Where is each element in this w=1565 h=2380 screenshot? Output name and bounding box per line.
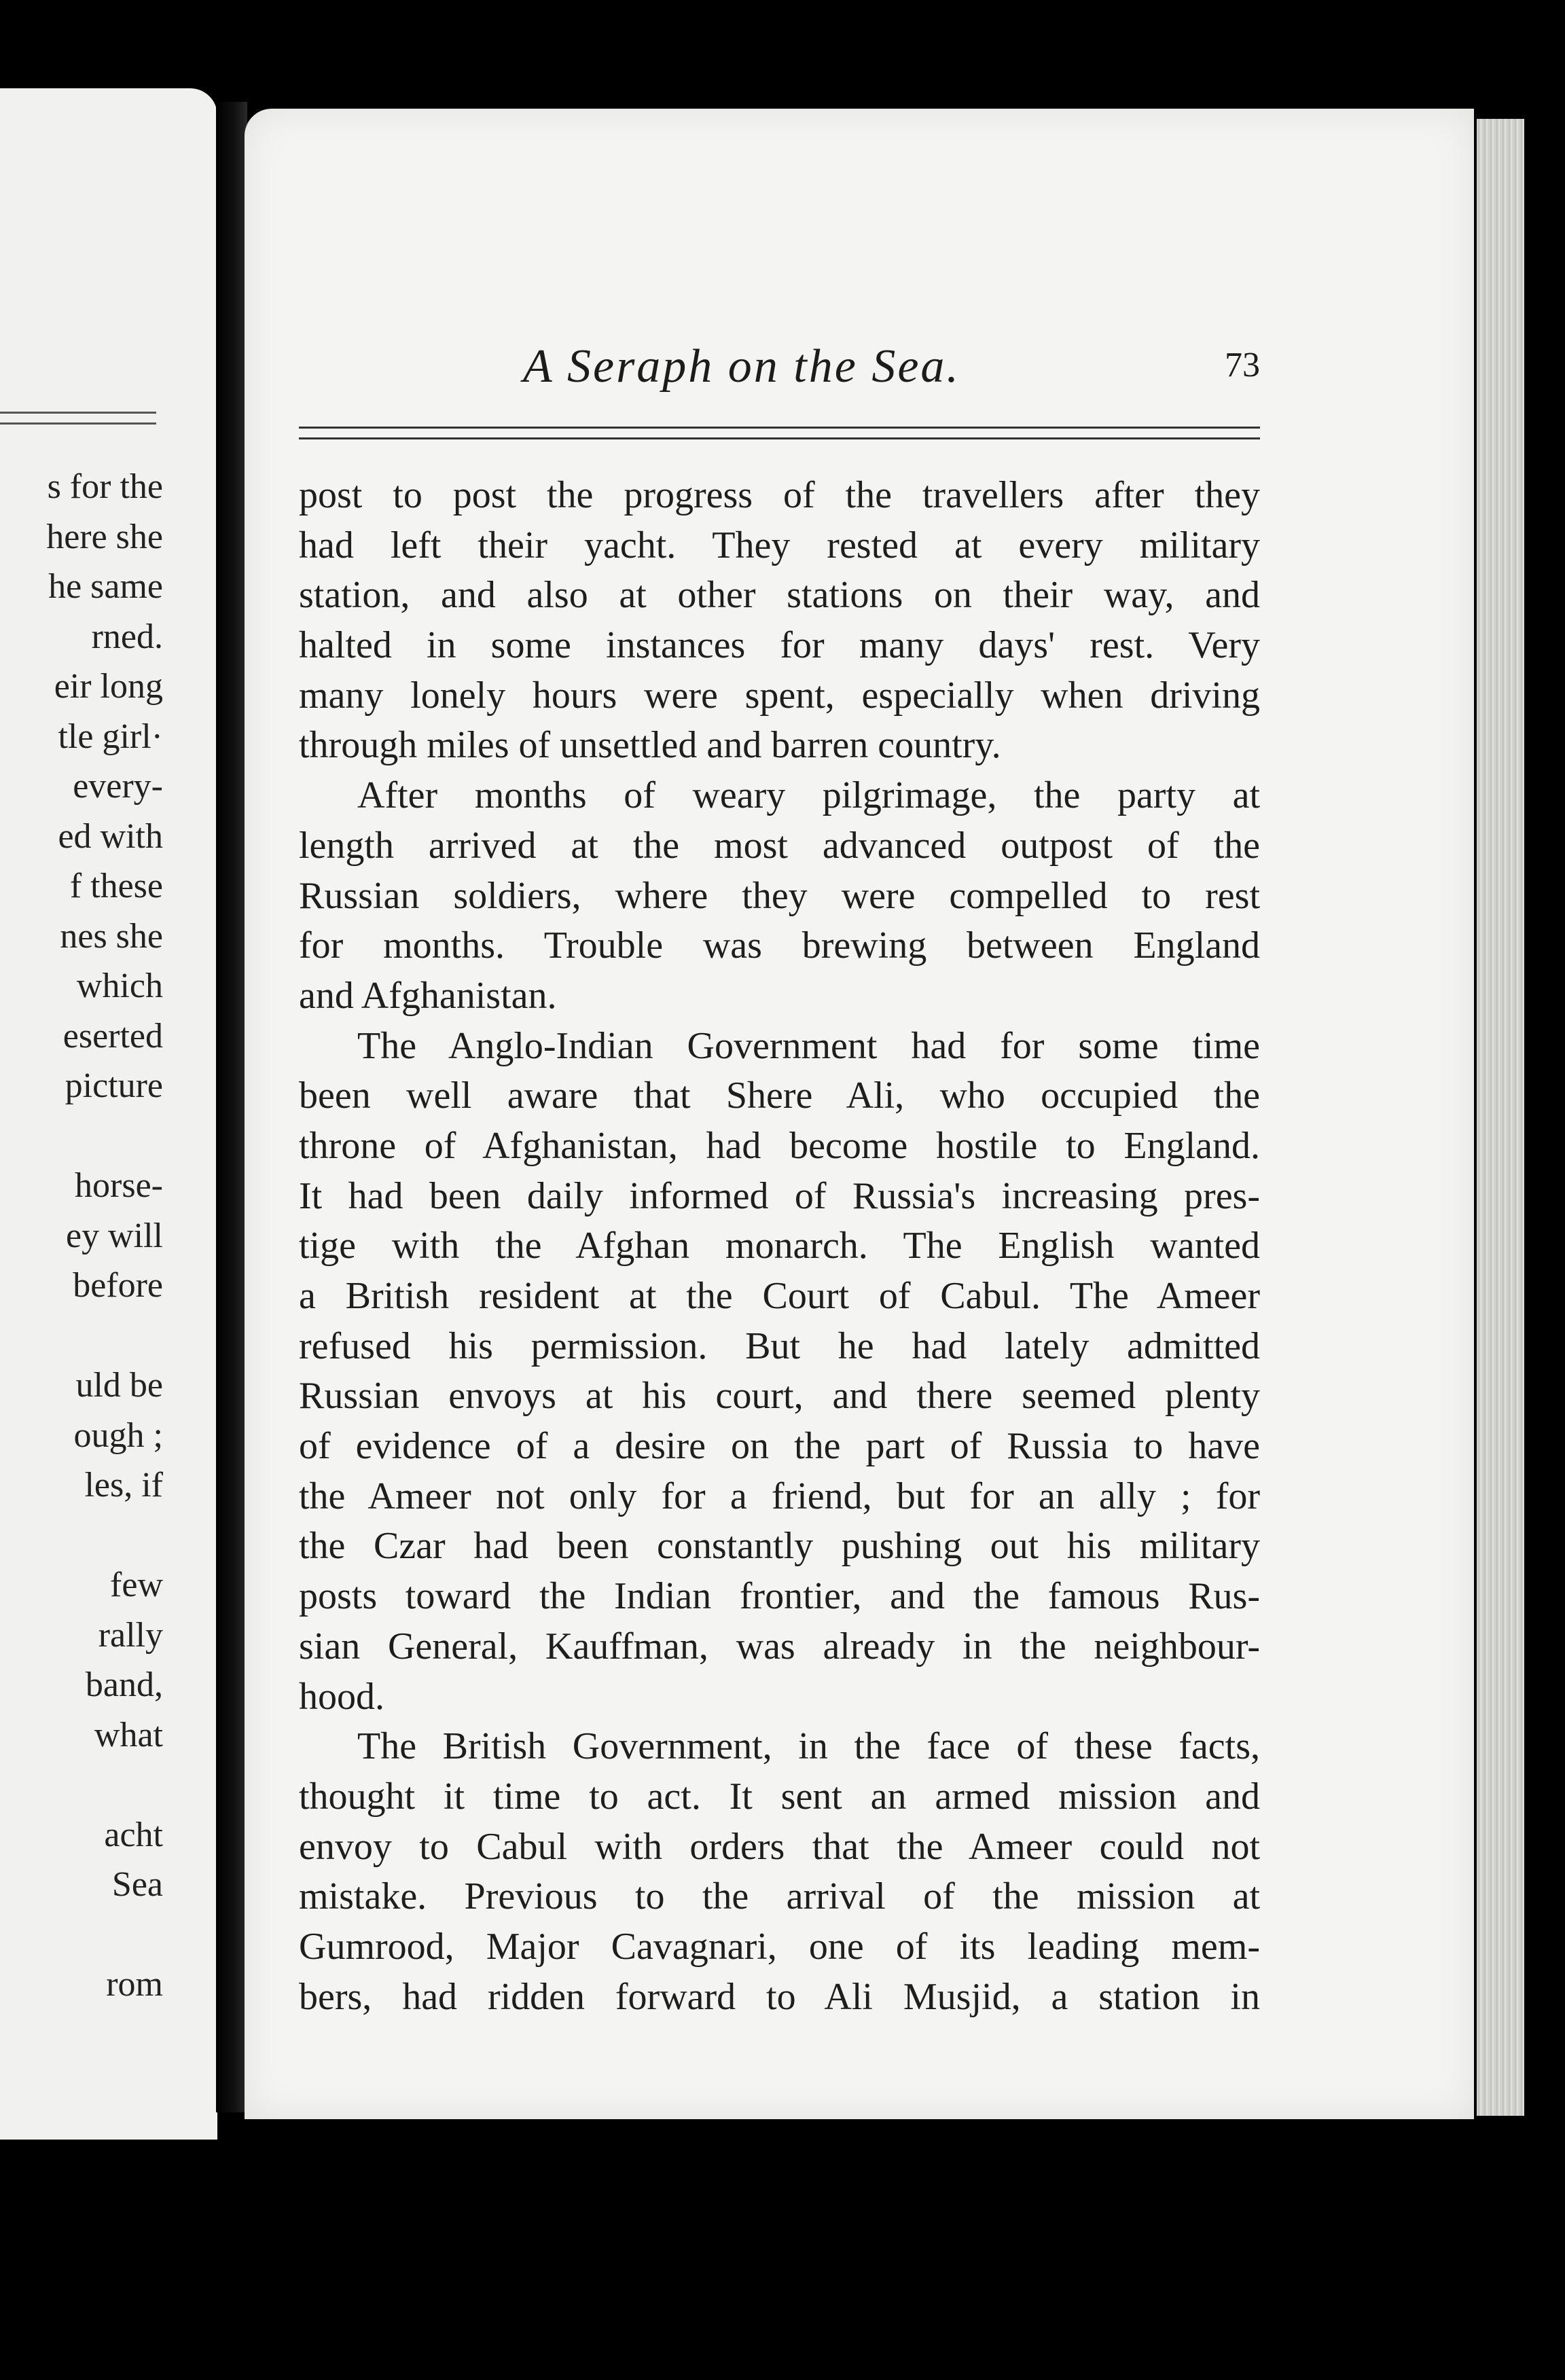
previous-page-line (0, 1760, 163, 1810)
text-line: The British Government, in the face of these facts, (357, 1725, 1260, 1768)
previous-page-line: picture (65, 1066, 163, 1105)
previous-page-line: nes she (60, 916, 163, 956)
previous-page-line: s for the (47, 467, 163, 506)
text-line: envoy to Cabul with orders that the Ameer could not (299, 1825, 1260, 1868)
text-line: post to post the progress of the travellers after they (299, 474, 1260, 516)
previous-page-line: ed with (58, 816, 163, 856)
text-line: halted in some instances for many days' rest. Very (299, 624, 1260, 667)
text-line: been well aware that Shere Ali, who occupied the (299, 1075, 1260, 1117)
previous-page-line: rned. (91, 617, 163, 656)
previous-page-line: rally (98, 1615, 163, 1655)
previous-page-line: few (110, 1566, 163, 1604)
previous-page-line: what (94, 1715, 163, 1754)
previous-page-line: rom (106, 1965, 163, 2004)
previous-page-line: here she (46, 517, 163, 556)
text-line: thought it time to act. It sent an armed mission and (299, 1775, 1260, 1818)
previous-page-line: which (76, 967, 163, 1005)
previous-page-line: ough ; (73, 1416, 163, 1455)
text-line: had left their yacht. They rested at every military (299, 524, 1260, 566)
text-line: and Afghanistan. (299, 974, 557, 1017)
previous-page-line: f these (69, 867, 163, 905)
body-text (299, 471, 1260, 2022)
text-line: mistake. Previous to the arrival of the mission at (299, 1875, 1260, 1918)
text-line: station, and also at other stations on their way, and (299, 574, 1260, 617)
previous-page-head-rule (0, 412, 156, 414)
previous-page-line (0, 1910, 163, 1960)
text-line: Gumrood, Major Cavagnari, one of its leading mem- (299, 1925, 1260, 1968)
text-line: the Ameer not only for a friend, but for an ally ; for (299, 1475, 1260, 1517)
text-line: of evidence of a desire on the part of Russia to have (299, 1425, 1260, 1468)
head-rule (299, 437, 1260, 439)
text-line: After months of weary pilgrimage, the party at (357, 774, 1260, 817)
text-line: bers, had ridden forward to Ali Musjid, a station in (299, 1975, 1260, 2018)
running-title: A Seraph on the Sea. (523, 340, 960, 393)
previous-page-line: ey will (66, 1216, 163, 1255)
previous-page-line (0, 1111, 163, 1161)
text-line: sian General, Kauffman, was already in the neighbour- (299, 1625, 1260, 1667)
previous-page-line: band, (85, 1665, 163, 1704)
previous-page-line: he same (48, 567, 163, 606)
text-line: refused his permission. But he had lately admitted (299, 1324, 1260, 1367)
previous-page-line: every- (73, 767, 163, 806)
text-line: tige with the Afghan monarch. The English wanted (299, 1225, 1260, 1267)
previous-page-line: Sea (111, 1865, 163, 1904)
page-edges (1477, 119, 1524, 2116)
running-head (299, 340, 1260, 414)
text-line: posts toward the Indian frontier, and the famous Rus- (299, 1575, 1260, 1618)
text-line: a British resident at the Court of Cabul. The Ameer (299, 1275, 1260, 1317)
previous-page-line (0, 1311, 163, 1361)
previous-page-line: acht (104, 1815, 163, 1854)
text-line: length arrived at the most advanced outpost of the (299, 824, 1260, 867)
text-line: the Czar had been constantly pushing out his military (299, 1525, 1260, 1568)
text-line: It had been daily informed of Russia's increasing pres- (299, 1174, 1260, 1217)
previous-page-line: eserted (62, 1016, 163, 1056)
text-line: hood. (299, 1675, 384, 1718)
text-line: Russian soldiers, where they were compelled to rest (299, 874, 1260, 917)
book-gutter (216, 102, 247, 2112)
previous-page-line: eir long (54, 667, 163, 706)
text-line: through miles of unsettled and barren country. (299, 724, 1001, 767)
page-number: 73 (1225, 346, 1260, 384)
previous-page-line: horse- (75, 1166, 163, 1205)
text-line: many lonely hours were spent, especially when driving (299, 674, 1260, 717)
previous-page-head-rule (0, 422, 156, 425)
previous-page-line (0, 1511, 163, 1561)
text-line: Russian envoys at his court, and there seemed plenty (299, 1375, 1260, 1418)
previous-page-text (0, 462, 163, 2010)
previous-page-line: les, if (84, 1466, 163, 1504)
text-line: The Anglo-Indian Government had for some time (357, 1024, 1260, 1067)
previous-page-line: before (73, 1266, 163, 1305)
previous-page-line: uld be (75, 1366, 163, 1405)
text-line: throne of Afghanistan, had become hostile to England. (299, 1124, 1260, 1167)
text-line: for months. Trouble was brewing between England (299, 924, 1260, 967)
head-rule (299, 427, 1260, 429)
previous-page-line: tle girl· (58, 717, 163, 756)
